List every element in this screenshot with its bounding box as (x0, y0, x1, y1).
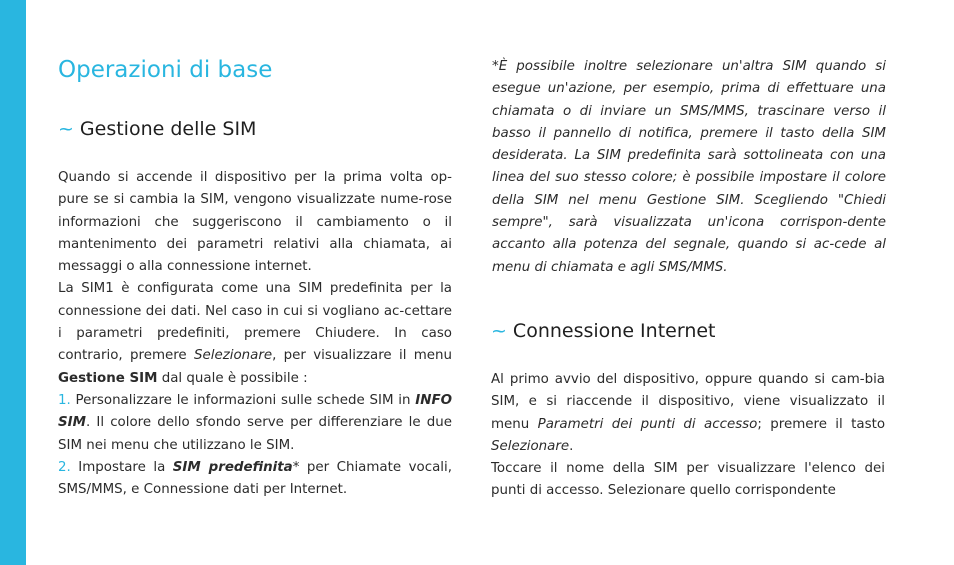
heading-tilde: ~ (58, 118, 74, 140)
emphasis-selezionare: Selezionare (491, 438, 570, 454)
text-run: * per Chiamate vocali, SMS/MMS, e Connessione dati per Internet. (58, 459, 453, 498)
text-run: La SIM1 è configurata come una SIM predefinita per la connessione dei dati. Nel caso in cui si vogliano ac-cettare i parametri predefiniti, premere Chiudere. In caso contrario, premere (58, 281, 452, 364)
sim-body (58, 167, 452, 501)
bold-gestione-sim: Gestione SIM (58, 370, 158, 386)
heading-text: Gestione delle SIM (79, 118, 257, 140)
step-number: 1. (58, 392, 71, 408)
emphasis-parametri: Parametri dei punti di accesso (537, 416, 758, 432)
text-run: dal quale è possibile : (157, 370, 308, 386)
sim-step-1 (58, 390, 452, 457)
text-run: Al primo avvio del dispositivo, oppure quando si cam-bia SIM, e si riaccende il dispositivo, viene visualizzato il menu (491, 372, 885, 432)
internet-body (491, 369, 885, 503)
sim-step-2 (58, 457, 452, 502)
text-run: ; premere il tasto (757, 416, 886, 432)
text-run: . (569, 438, 574, 454)
section-heading-internet (491, 320, 716, 342)
footnote-paragraph: *È possibile inoltre selezionare un'altra SIM quando si esegue un'azione, per esempio, prima di effettuare una chiamata o di inviare un SMS/MMS, trascinare verso il basso il pannello di notifica, premere il tasto della SIM desiderata. La SIM predefinita sarà sottolineata con una linea del suo stesso colore; è possibile impostare il colore della SIM nel menu Gestione SIM. Scegliendo "Chiedi sempre", sarà visualizzata un'icona corrispon-dente accanto alla potenza del segnale, quando si ac-cede al menu di chiamata e agli SMS/MMS. (492, 59, 886, 275)
text-run: Impostare la (70, 459, 173, 475)
internet-paragraph-1 (491, 369, 885, 458)
section-heading-sim (58, 118, 256, 140)
sim-paragraph-2 (58, 278, 452, 389)
heading-tilde: ~ (491, 320, 507, 342)
emphasis-info-sim: INFO SIM (58, 392, 452, 431)
text-run: Personalizzare le informazioni sulle schede SIM in (70, 392, 416, 408)
internet-paragraph-2: Toccare il nome della SIM per visualizzare l'elenco dei punti di accesso. Selezionare quello corrispondente (491, 461, 885, 499)
step-number: 2. (58, 459, 71, 475)
side-accent-bar (0, 0, 26, 565)
text-run: . Il colore dello sfondo serve per differenziare le due SIM nei menu che utilizzano le SIM. (58, 415, 452, 453)
emphasis-sim-predefinita: SIM predefinita (172, 459, 293, 475)
heading-text: Connessione Internet (512, 320, 716, 342)
emphasis-selezionare: Selezionare (194, 348, 273, 364)
page-title: Operazioni di base (58, 57, 273, 83)
sim-paragraph-1: Quando si accende il dispositivo per la prima volta op-pure se si cambia la SIM, vengono visualizzate nume-rose informazioni che suggeriscono il cambiamento o il mantenimento dei parametri relativi alla chiamata, ai messaggi o alla connessione internet. (58, 170, 452, 275)
text-run: , per visualizzare il menu (272, 348, 452, 364)
